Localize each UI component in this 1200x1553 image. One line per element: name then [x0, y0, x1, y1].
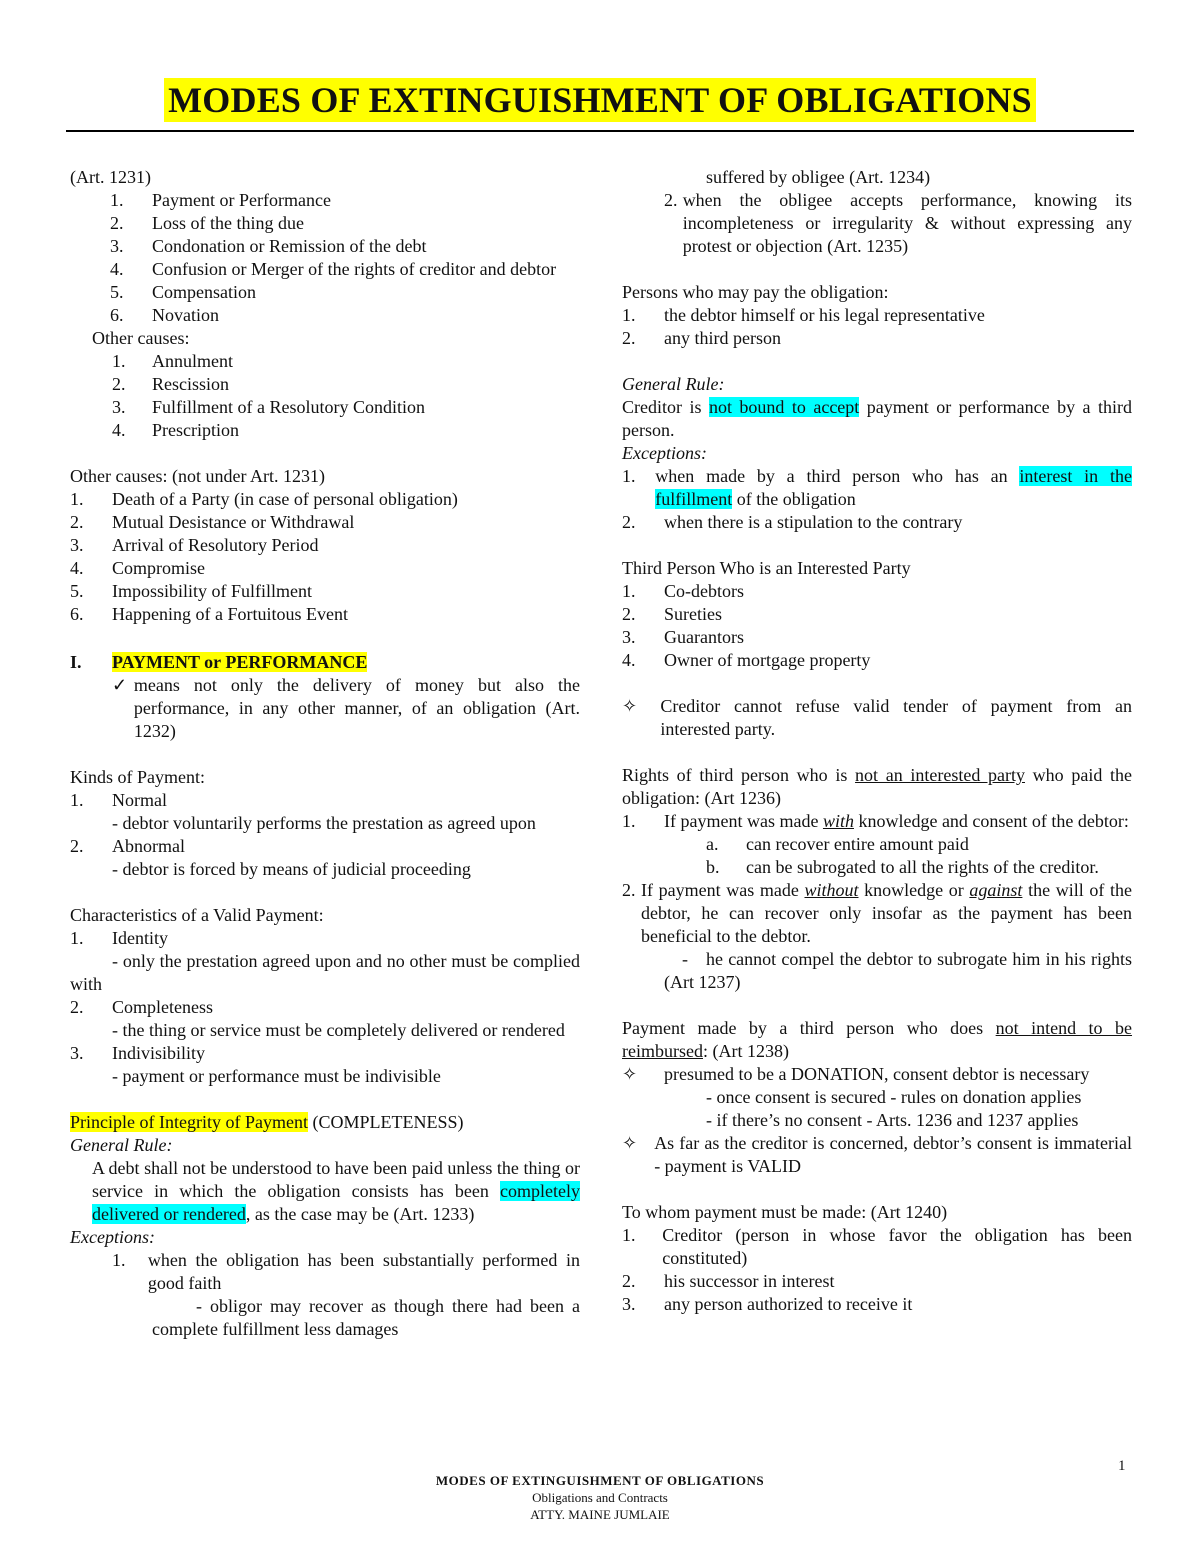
list-item: 2. Completeness	[70, 997, 213, 1017]
kinds-label: Kinds of Payment:	[70, 767, 205, 787]
characteristics-label: Characteristics of a Valid Payment:	[70, 905, 324, 925]
rule-text: A debt shall not be understood to have been paid unless the thing or service in which the obligation consists has been completely delivered or rendered, as the case may be (Art. 1233)	[92, 1158, 580, 1224]
list-item: 3. Arrival of Resolutory Period	[70, 535, 319, 555]
list-item: 2. Rescission	[112, 374, 230, 394]
sub-item: - once consent is secured - rules on donation applies	[706, 1087, 1082, 1107]
to-whom-label: To whom payment must be made: (Art 1240)	[622, 1202, 948, 1222]
list-item: 2. Loss of the thing due	[110, 213, 304, 233]
bullet-item: ✧ presumed to be a DONATION, consent debtor is necessary	[622, 1064, 1090, 1084]
list-item: 1. If payment was made with knowledge and consent of the debtor:	[622, 811, 1129, 831]
footer-subtitle: Obligations and Contracts	[532, 1490, 668, 1505]
list-item: 3. Indivisibility	[70, 1043, 206, 1063]
title-divider	[66, 130, 1134, 132]
left-column	[70, 166, 580, 1341]
list-item: 1. the debtor himself or his legal representative	[622, 305, 985, 325]
modes-list	[70, 189, 580, 327]
footer-title: MODES OF EXTINGUISHMENT OF OBLIGATIONS	[435, 1473, 765, 1488]
list-item: 6. Novation	[110, 305, 219, 325]
char-desc: - only the prestation agreed upon and no other must be complied with	[70, 951, 580, 994]
sub-item: - if there’s no consent - Arts. 1236 and 1237 applies	[706, 1110, 1079, 1130]
footer	[0, 1472, 1200, 1523]
list-item: 1. Payment or Performance	[110, 190, 331, 210]
page-title: MODES OF EXTINGUISHMENT OF OBLIGATIONS	[164, 78, 1036, 122]
other-causes-not-label: Other causes: (not under Art. 1231)	[70, 466, 325, 486]
third-person-label: Third Person Who is an Interested Party	[622, 558, 911, 578]
diamond-icon: ✧	[622, 1064, 638, 1084]
sub-item: a. can recover entire amount paid	[706, 834, 969, 854]
list-item: 2. If payment was made without knowledge or against the will of the debtor, he can recover only insofar as the payment has been beneficial to the debtor.	[622, 880, 1132, 946]
exception-cont: suffered by obligee (Art. 1234)	[706, 167, 931, 187]
list-item: 2. when the obligee accepts performance, knowing its incompleteness or irregularity & without expressing any protest or objection (Art. 1235)	[664, 190, 1132, 256]
kind-desc: - debtor is forced by means of judicial proceeding	[112, 859, 471, 879]
list-item: 3. any person authorized to receive it	[622, 1294, 913, 1314]
kind-desc: - debtor voluntarily performs the prestation as agreed upon	[112, 813, 536, 833]
bullet-item: ✧ Creditor cannot refuse valid tender of payment from an interested party.	[622, 696, 1132, 739]
exceptions-label: Exceptions:	[70, 1227, 155, 1247]
sub-item: - he cannot compel the debtor to subrogate him in his rights (Art 1237)	[664, 949, 1132, 992]
list-item: 1. Co-debtors	[622, 581, 744, 601]
bullet-item: ✧ As far as the creditor is concerned, debtor’s consent is immaterial - payment is VALID	[622, 1133, 1132, 1176]
list-item: 1. Creditor (person in whose favor the obligation has been constituted)	[622, 1225, 1132, 1268]
check-icon: ✓	[112, 675, 128, 695]
list-item: 3. Fulfillment of a Resolutory Condition	[112, 397, 425, 417]
exceptions-label: Exceptions:	[622, 443, 707, 463]
list-item: 1. Identity	[70, 928, 168, 948]
sub-item: b. can be subrogated to all the rights of the creditor.	[706, 857, 1099, 877]
char-desc: - payment or performance must be indivisible	[112, 1066, 441, 1086]
list-item: 2. his successor in interest	[622, 1271, 835, 1291]
list-item: 2. Abnormal	[70, 836, 185, 856]
list-item: 5. Impossibility of Fulfillment	[70, 581, 313, 601]
general-rule-label: General Rule:	[70, 1135, 173, 1155]
art-1231-label: (Art. 1231)	[70, 167, 151, 187]
title-wrap	[0, 78, 1200, 122]
diamond-icon: ✧	[622, 696, 638, 716]
general-rule-label: General Rule:	[622, 374, 725, 394]
right-column	[622, 166, 1132, 1316]
list-item: 2. Sureties	[622, 604, 722, 624]
list-item: 2. Mutual Desistance or Withdrawal	[70, 512, 355, 532]
list-item: 2. any third person	[622, 328, 781, 348]
payment-third-heading: Payment made by a third person who does not intend to be reimbursed: (Art 1238)	[622, 1018, 1133, 1061]
list-item: 3. Guarantors	[622, 627, 744, 647]
creditor-rule: Creditor is not bound to accept payment or performance by a third person.	[622, 397, 1132, 440]
section-definition: ✓ means not only the delivery of money but also the performance, in any other manner, of an obligation (Art. 1232)	[112, 675, 580, 741]
persons-label: Persons who may pay the obligation:	[622, 282, 889, 302]
list-item: 4. Compromise	[70, 558, 205, 578]
list-item: 2. when there is a stipulation to the contrary	[622, 512, 963, 532]
list-item: 1. when made by a third person who has an interest in the fulfillment of the obligation	[622, 466, 1132, 509]
page-number: 1	[1118, 1458, 1126, 1474]
list-item: 3. Condonation or Remission of the debt	[110, 236, 427, 256]
exception-sub: - obligor may recover as though there had been a complete fulfillment less damages	[152, 1296, 580, 1339]
list-item: 4. Owner of mortgage property	[622, 650, 871, 670]
list-item: 6. Happening of a Fortuitous Event	[70, 604, 348, 624]
section-title: PAYMENT or PERFORMANCE	[112, 652, 368, 672]
char-desc: - the thing or service must be completely delivered or rendered	[112, 1020, 565, 1040]
list-item: 1. Annulment	[112, 351, 233, 371]
rights-heading: Rights of third person who is not an interested party who paid the obligation: (Art 1236)	[622, 765, 1132, 808]
list-item: 4. Confusion or Merger of the rights of creditor and debtor	[110, 259, 557, 279]
list-item: 1. Normal	[70, 790, 167, 810]
list-item: 5. Compensation	[110, 282, 256, 302]
principle-heading: Principle of Integrity of Payment (COMPLETENESS)	[70, 1112, 464, 1132]
other-causes-label: Other causes:	[92, 328, 190, 348]
list-item: 1. when the obligation has been substantially performed in good faith	[112, 1250, 580, 1293]
section-heading: I. PAYMENT or PERFORMANCE	[70, 652, 368, 672]
diamond-icon: ✧	[622, 1133, 638, 1153]
list-item: 1. Death of a Party (in case of personal obligation)	[70, 489, 458, 509]
footer-author: ATTY. MAINE JUMLAIE	[530, 1507, 670, 1522]
other-causes-not-list	[70, 488, 580, 626]
other-causes-list	[70, 350, 580, 442]
list-item: 4. Prescription	[112, 420, 239, 440]
